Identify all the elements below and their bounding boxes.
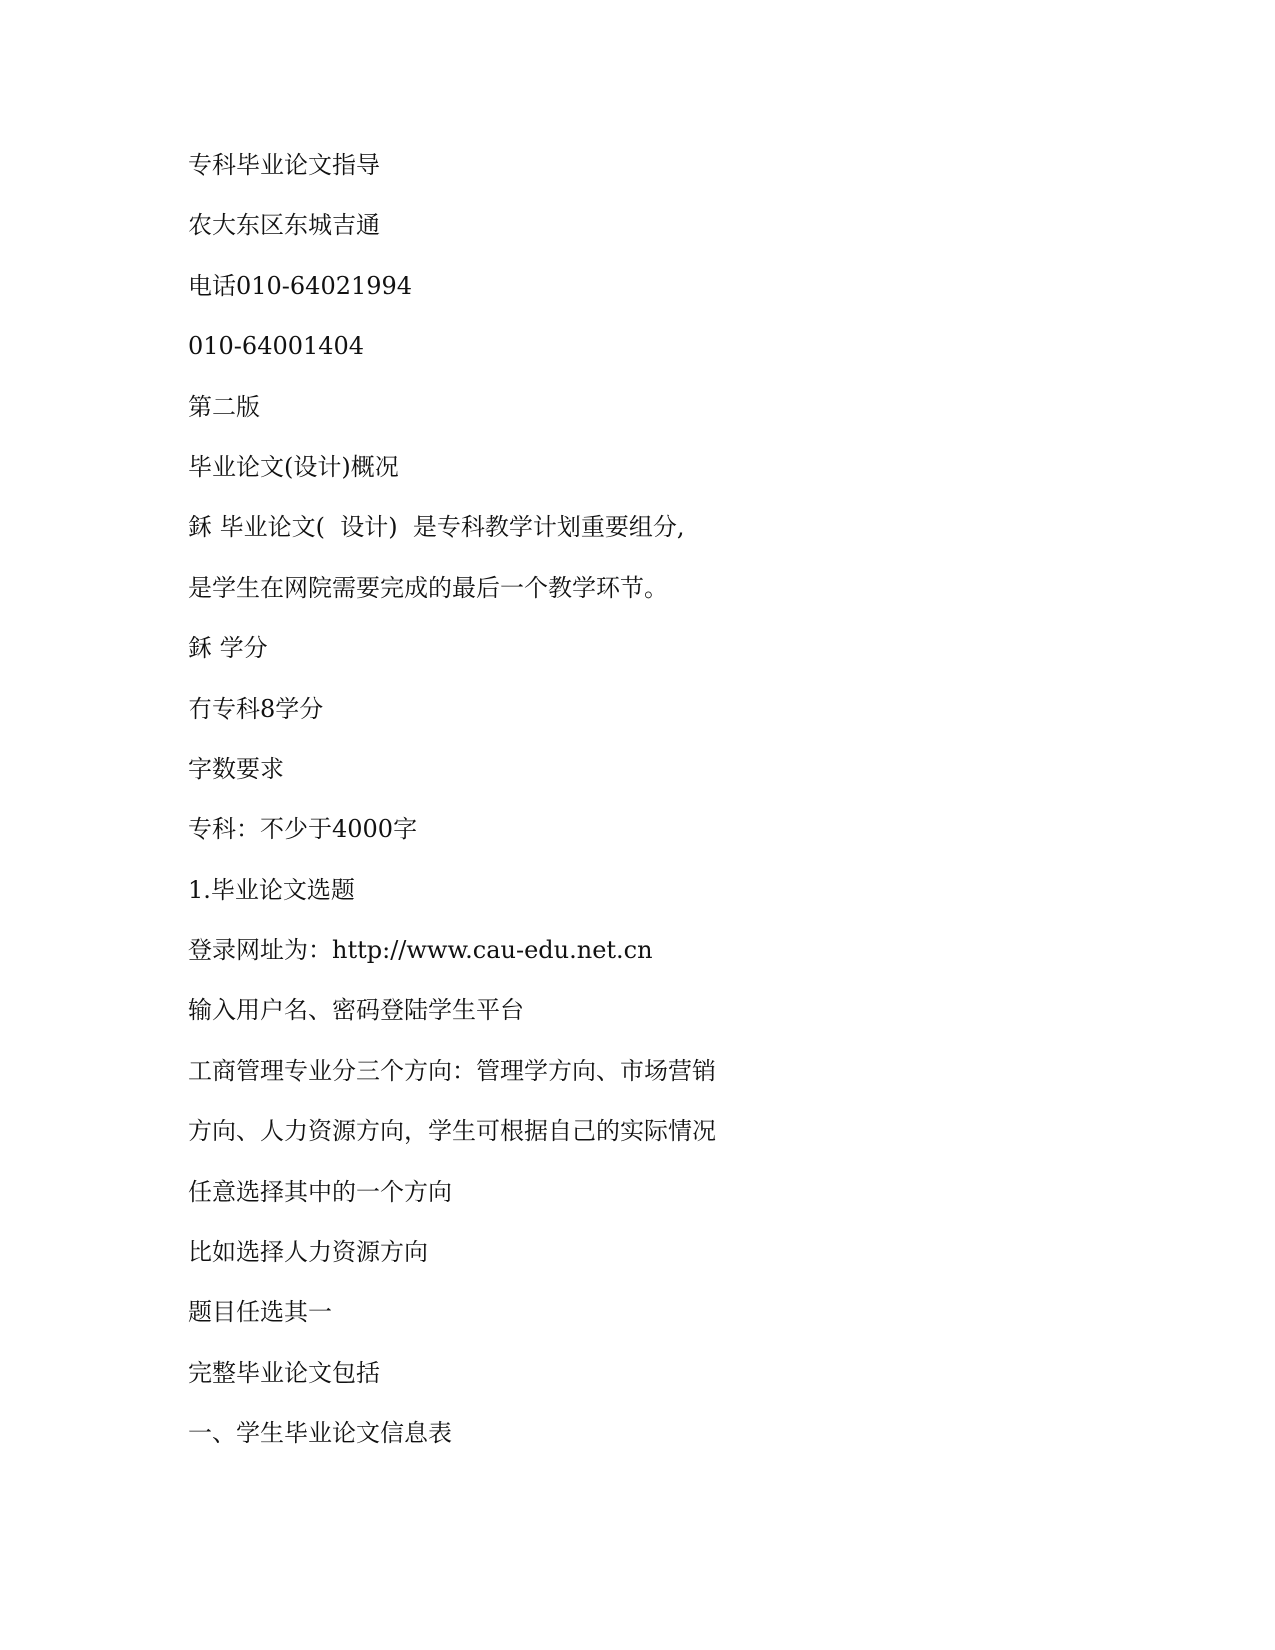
paragraph-line: 输入用户名、密码登陆学生平台 xyxy=(188,996,524,1025)
doc-title: 专科毕业论文指导 xyxy=(188,151,380,179)
edition-line: 第二版 xyxy=(188,392,260,421)
list-item: 一、学生毕业论文信息表 xyxy=(188,1419,452,1448)
word-count-value: 专科：不少于4000字 xyxy=(188,815,418,844)
paragraph-line: 比如选择人力资源方向 xyxy=(188,1238,428,1267)
paragraph-line: 完整毕业论文包括 xyxy=(188,1358,380,1387)
paragraph-line: 方向、人力资源方向，学生可根据自己的实际情况 xyxy=(188,1117,716,1146)
credits-value: 冇专科8学分 xyxy=(188,694,324,723)
paragraph-line: 工商管理专业分三个方向：管理学方向、市场营销 xyxy=(188,1056,716,1085)
credits-heading: 鉌 学分 xyxy=(188,634,268,663)
section-heading-overview: 毕业论文(设计)概况 xyxy=(188,452,399,481)
document-body xyxy=(188,148,1088,1477)
word-count-heading: 字数要求 xyxy=(188,754,284,783)
address-line: 农大东区东城吉通 xyxy=(188,211,380,240)
section-heading-topic-selection: 1.毕业论文选题 xyxy=(188,875,355,904)
login-url-line: 登录网址为：http://www.cau-edu.net.cn xyxy=(188,936,653,965)
paragraph-line: 题目任选其一 xyxy=(188,1298,332,1327)
phone-line: 电话010-64021994 xyxy=(188,271,413,300)
paragraph-line: 任意选择其中的一个方向 xyxy=(188,1177,452,1206)
phone-line-2: 010-64001404 xyxy=(188,332,365,361)
paragraph-line: 鉌 毕业论文( 设计) 是专科教学计划重要组分, xyxy=(188,513,685,542)
paragraph-line: 是学生在网院需要完成的最后一个教学环节。 xyxy=(188,573,668,602)
